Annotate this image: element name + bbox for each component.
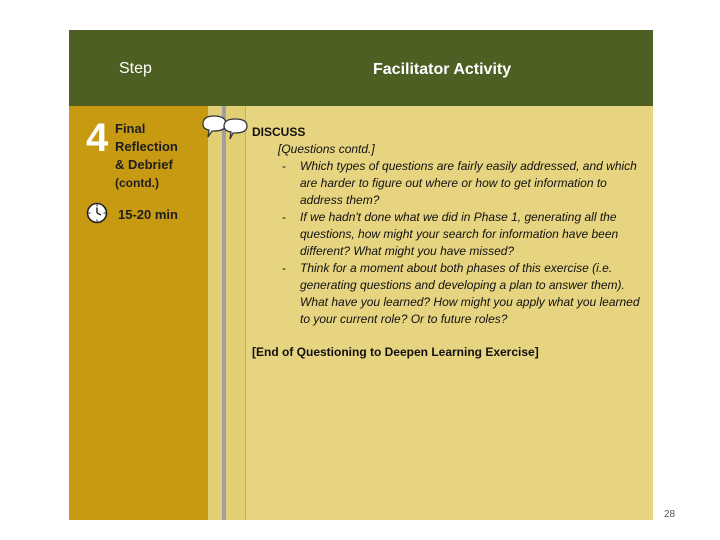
- step-column-header: Step: [119, 60, 152, 77]
- bullet-marker: -: [282, 261, 286, 275]
- step-title-line: Reflection: [115, 139, 178, 154]
- step-title-line: & Debrief: [115, 157, 173, 172]
- step-number: 4: [86, 116, 109, 160]
- list-item: [252, 260, 652, 328]
- speech-bubbles-icon: [200, 112, 250, 142]
- duration: 15-20 min: [118, 207, 178, 222]
- list-item: [252, 209, 652, 260]
- clock-icon: [86, 202, 108, 224]
- question-text: Think for a moment about both phases of this exercise (i.e. generating questions and developing a plan to answer them). What have you learned? How might you apply what you learned to your current role? Or to future roles?: [300, 261, 640, 326]
- question-list: [252, 158, 652, 328]
- step-subtitle: (contd.): [115, 176, 159, 190]
- bullet-marker: -: [282, 210, 286, 224]
- question-text: If we hadn't done what we did in Phase 1, generating all the questions, how might your search for information have been different? What might you have missed?: [300, 210, 619, 258]
- bullet-marker: -: [282, 159, 286, 173]
- end-note: [End of Questioning to Deepen Learning Exercise]: [252, 345, 539, 359]
- page-number: 28: [664, 509, 676, 520]
- question-text: Which types of questions are fairly easily addressed, and which are harder to figure out where or how to get information to address them?: [300, 159, 637, 207]
- activity-content: [252, 124, 652, 361]
- step-title: [115, 120, 178, 192]
- icon-column: [208, 106, 246, 520]
- column-divider: [222, 106, 226, 520]
- discuss-heading: DISCUSS: [252, 125, 306, 139]
- questions-subheading: [Questions contd.]: [278, 142, 375, 156]
- list-item: [252, 158, 652, 209]
- activity-column-header: Facilitator Activity: [373, 61, 512, 78]
- table-header: [69, 30, 653, 106]
- step-title-line: Final: [115, 121, 146, 136]
